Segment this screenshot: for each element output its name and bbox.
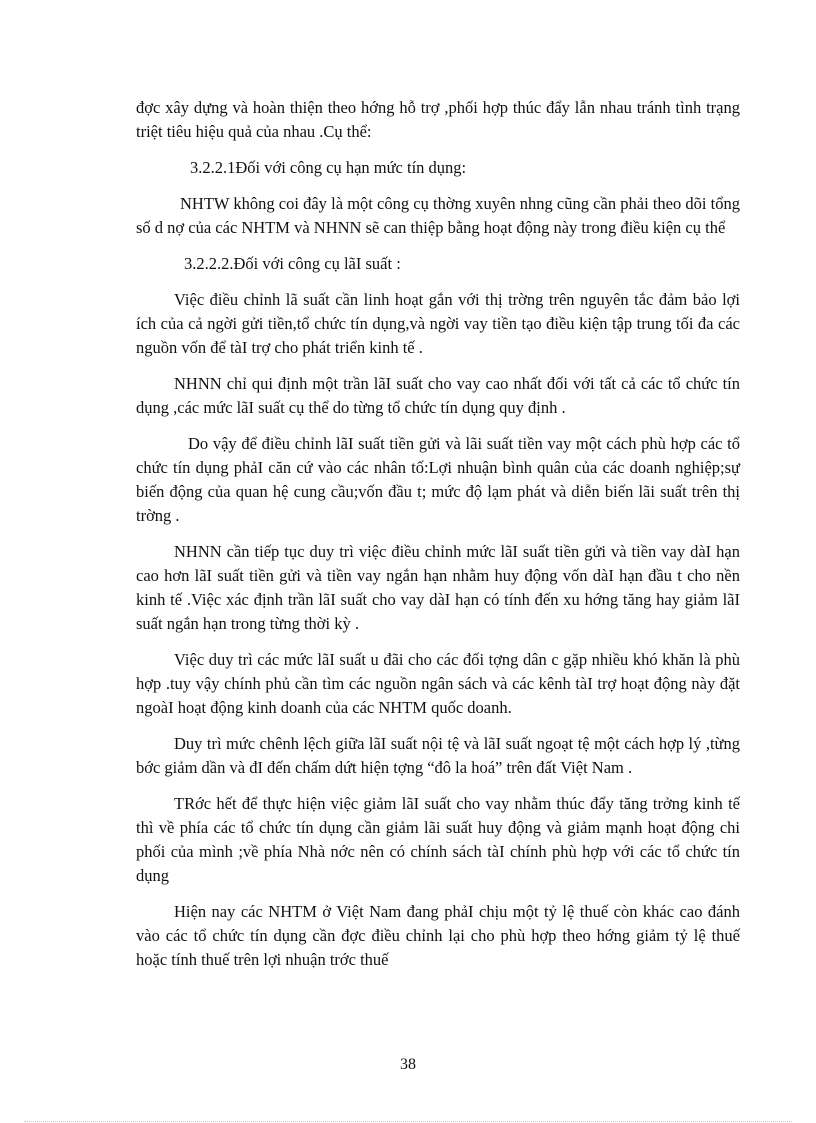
paragraph: Việc điều chỉnh lã suất cần linh hoạt gắn với thị trờng trên nguyên tắc đảm bảo lợi ích của cả ngời gửi tiền,tổ chức tín dụng,và ngời vay tiền tạo điều kiện tập trung tối đa các nguồn vốn để tàI trợ cho phát triển kinh tế . bbox=[136, 290, 740, 357]
paragraph: Hiện nay các NHTM ở Việt Nam đang phảI chịu một tỷ lệ thuế còn khác cao đánh vào các tổ chức tín dụng cần đợc điều chỉnh lại cho phù hợp theo hớng giảm tỷ lệ thuế hoặc tính thuế trên lợi nhuận trớc thuế bbox=[136, 902, 740, 969]
page-body bbox=[136, 96, 740, 984]
paragraph: TRớc hết để thực hiện việc giảm lãI suất cho vay nhằm thúc đẩy tăng trởng kinh tế thì về phía các tổ chức tín dụng cần giảm lãi suất huy động và giảm mạnh hoạt động chi phối của mình ;về phía Nhà nớc nên có chính sách tàI chính phù hợp với các tổ chức tín dụng bbox=[136, 794, 740, 885]
intro-paragraph: đợc xây dựng và hoàn thiện theo hớng hỗ trợ ,phối hợp thúc đẩy lẫn nhau tránh tình trạng triệt tiêu hiệu quả của nhau .Cụ thể: bbox=[136, 98, 740, 141]
page-bottom-divider bbox=[24, 1121, 792, 1122]
paragraph-credit-limit: NHTW không coi đây là một công cụ thờng xuyên nhng cũng cần phải theo dõi tổng số d nợ của các NHTM và NHNN sẽ can thiệp bằng hoạt động này trong điều kiện cụ thể bbox=[136, 194, 740, 237]
paragraph: NHNN cần tiếp tục duy trì việc điều chỉnh mức lãI suất tiền gửi và tiền vay dàI hạn cao hơn lãI suất tiền gửi và tiền vay ngắn hạn nhằm huy động vốn dàI hạn đầu t cho nền kinh tế .Việc xác định trần lãI suất cho vay dàI hạn có tính đến xu hớng tăng hay giảm lãI suất ngắn hạn trong từng thời kỳ . bbox=[136, 542, 740, 633]
paragraph: Do vậy để điều chỉnh lãI suất tiền gửi và lãi suất tiền vay một cách phù hợp các tổ chức tín dụng phảI căn cứ vào các nhân tố:Lợi nhuận bình quân của các doanh nghiệp;sự biến động của quan hệ cung cầu;vốn đầu t; mức độ lạm phát và diễn biến lãi suất trên thị trờng . bbox=[136, 434, 740, 525]
paragraph: Duy trì mức chênh lệch giữa lãI suất nội tệ và lãI suất ngoạt tệ một cách hợp lý ,từng bớc giảm dần và đI đến chấm dứt hiện tợng “đô la hoá” trên đất Việt Nam . bbox=[136, 734, 740, 777]
section-heading-interest-rate: 3.2.2.2.Đối với công cụ lãI suất : bbox=[184, 254, 401, 273]
paragraph: NHNN chỉ qui định một trần lãI suất cho vay cao nhất đối với tất cả các tổ chức tín dụng ,các mức lãI suất cụ thể do từng tổ chức tín dụng quy định . bbox=[136, 374, 740, 417]
page-number: 38 bbox=[400, 1056, 416, 1073]
section-heading-credit-limit: 3.2.2.1Đối với công cụ hạn mức tín dụng: bbox=[190, 158, 467, 177]
paragraph: Việc duy trì các mức lãI suất u đãi cho các đối tợng dân c gặp nhiều khó khăn là phù hợp .tuy vậy chính phủ cần tìm các nguồn ngân sách và các kênh tàI trợ hoạt động này đặt ngoàI hoạt động kinh doanh của các NHTM quốc doanh. bbox=[136, 650, 740, 717]
